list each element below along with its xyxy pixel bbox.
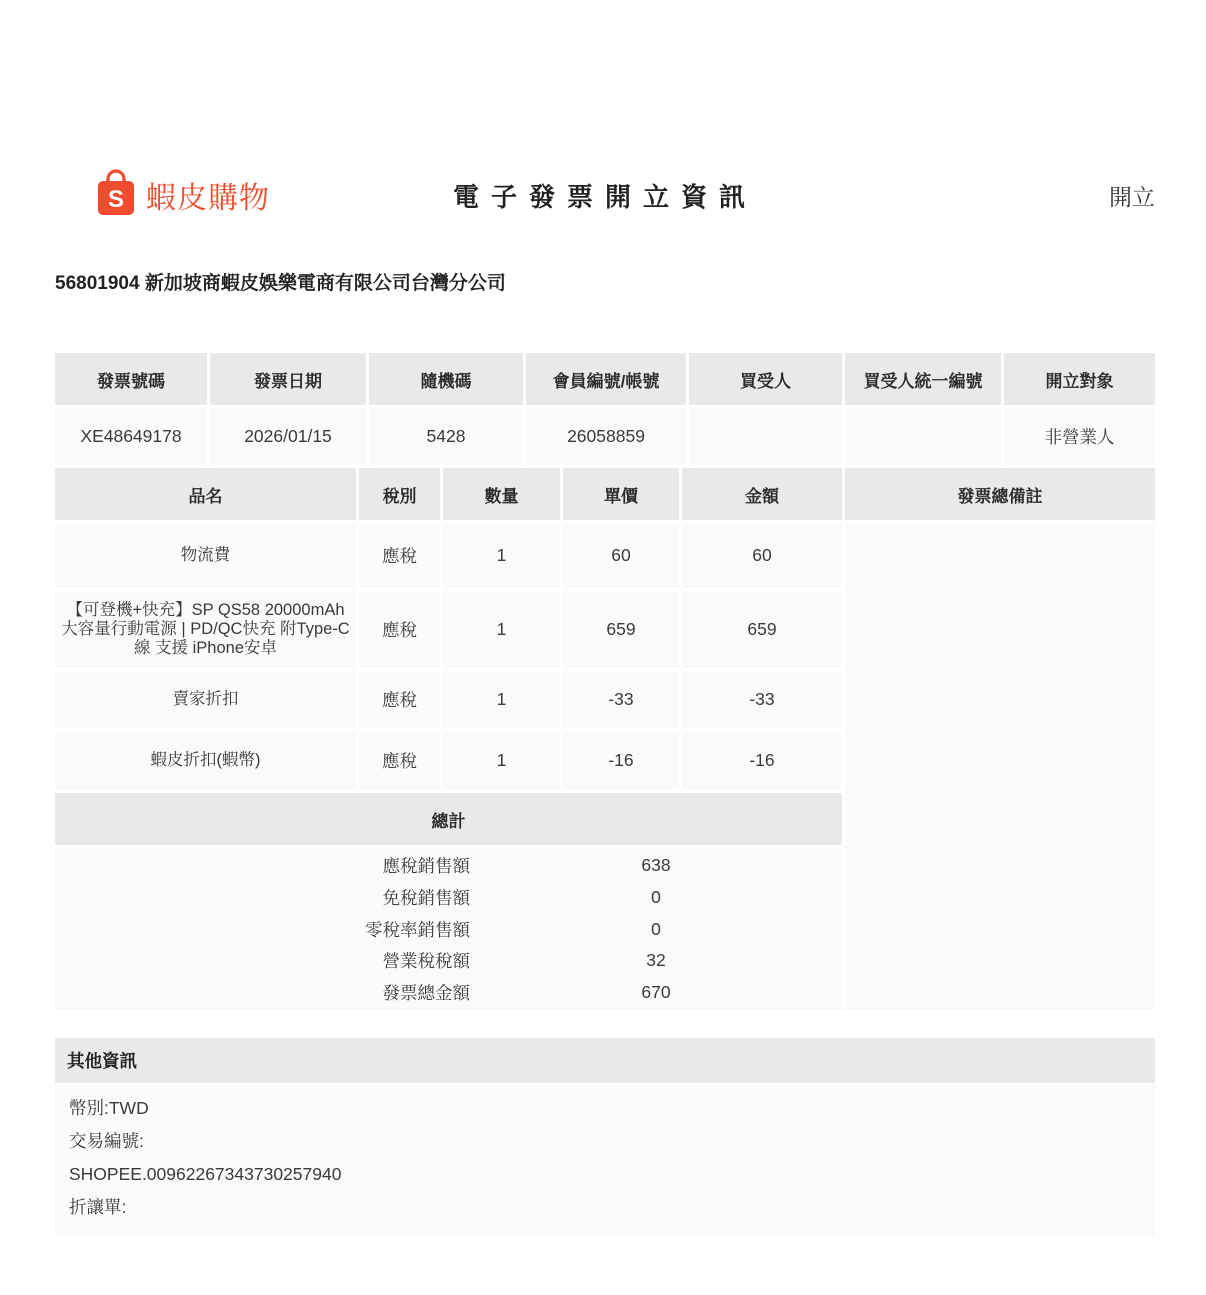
item-amount: -33 (682, 671, 842, 728)
col-header-tax-type: 稅別 (359, 468, 440, 520)
invoice-page (55, 0, 1155, 1236)
col-header-random-code: 隨機碼 (369, 353, 523, 405)
other-info-title: 其他資訊 (55, 1038, 1155, 1083)
item-tax-type: 應稅 (359, 671, 440, 728)
other-info-section (55, 1038, 1155, 1236)
invoice-number-value: XE48649178 (55, 408, 207, 465)
total-label-business-tax: 營業稅稅額 (382, 951, 470, 972)
total-label-zero-rate-sales: 零稅率銷售額 (365, 919, 470, 940)
total-row (55, 945, 842, 977)
total-value-tax-free-sales: 0 (651, 886, 661, 907)
invoice-info-table (55, 353, 1155, 465)
item-quantity: 1 (443, 731, 560, 790)
item-amount: -16 (682, 731, 842, 790)
item-amount: 659 (682, 591, 842, 668)
total-row (55, 913, 842, 945)
shopee-logo-text: 蝦皮購物 (146, 182, 270, 215)
shopee-bag-icon (95, 169, 137, 222)
member-account-value: 26058859 (526, 408, 686, 465)
buyer-tax-id-value (845, 408, 1001, 465)
col-header-buyer: 買受人 (689, 353, 842, 405)
col-header-member-account: 會員編號/帳號 (526, 353, 686, 405)
total-value-taxable-sales: 638 (641, 855, 671, 876)
item-name: 蝦皮折扣(蝦幣) (55, 731, 356, 790)
item-name: 物流費 (55, 523, 356, 588)
col-header-buyer-tax-id: 買受人統一編號 (845, 353, 1001, 405)
invoice-date-value: 2026/01/15 (210, 408, 366, 465)
random-code-value: 5428 (369, 408, 523, 465)
item-tax-type: 應稅 (359, 591, 440, 668)
buyer-value (689, 408, 842, 465)
item-tax-type: 應稅 (359, 523, 440, 588)
status-tab-issued[interactable]: 開立 (1109, 183, 1155, 210)
col-header-issue-target: 開立對象 (1004, 353, 1155, 405)
total-label-invoice-total: 發票總金額 (382, 982, 470, 1003)
total-value-invoice-total: 670 (641, 981, 671, 1002)
total-value-business-tax: 32 (646, 950, 666, 971)
total-label-taxable-sales: 應稅銷售額 (382, 856, 470, 877)
total-row (55, 850, 842, 882)
item-amount: 60 (682, 523, 842, 588)
col-header-invoice-date: 發票日期 (210, 353, 366, 405)
item-unit-price: -16 (563, 731, 679, 790)
item-unit-price: -33 (563, 671, 679, 728)
items-table (55, 468, 1155, 1010)
total-row (55, 976, 842, 1008)
item-quantity: 1 (443, 523, 560, 588)
item-name: 賣家折扣 (55, 671, 356, 728)
item-unit-price: 659 (563, 591, 679, 668)
col-header-invoice-number: 發票號碼 (55, 353, 207, 405)
total-row (55, 882, 842, 914)
totals-header: 總計 (55, 793, 842, 845)
total-label-tax-free-sales: 免稅銷售額 (382, 887, 470, 908)
total-value-zero-rate-sales: 0 (651, 918, 661, 939)
other-info-body (55, 1084, 1155, 1236)
col-header-quantity: 數量 (443, 468, 560, 520)
invoice-remark-cell (845, 523, 1155, 1010)
item-tax-type: 應稅 (359, 731, 440, 790)
item-unit-price: 60 (563, 523, 679, 588)
col-header-invoice-remark: 發票總備註 (845, 468, 1155, 520)
item-quantity: 1 (443, 671, 560, 728)
transaction-id-value-line: SHOPEE.00962267343730257940 (69, 1164, 342, 1184)
totals-block (55, 848, 842, 1010)
svg-text:S: S (107, 185, 125, 213)
col-header-unit-price: 單價 (563, 468, 679, 520)
seller-company-line: 56801904 新加坡商蝦皮娛樂電商有限公司台灣分公司 (55, 273, 506, 294)
col-header-item-name: 品名 (55, 468, 356, 520)
item-name: 【可登機+快充】SP QS58 20000mAh 大容量行動電源 | PD/QC快充 附Type-C線 支援 iPhone安卓 (55, 591, 356, 668)
item-quantity: 1 (443, 591, 560, 668)
transaction-id-label-line: 交易編號: (69, 1131, 144, 1151)
issue-target-value: 非營業人 (1004, 408, 1155, 465)
shopee-logo (95, 169, 270, 222)
page-title: 電子發票開立資訊 (452, 181, 757, 212)
currency-line: 幣別:TWD (69, 1098, 149, 1118)
allowance-line: 折讓單: (69, 1197, 127, 1217)
page-header (55, 170, 1155, 220)
col-header-amount: 金額 (682, 468, 842, 520)
